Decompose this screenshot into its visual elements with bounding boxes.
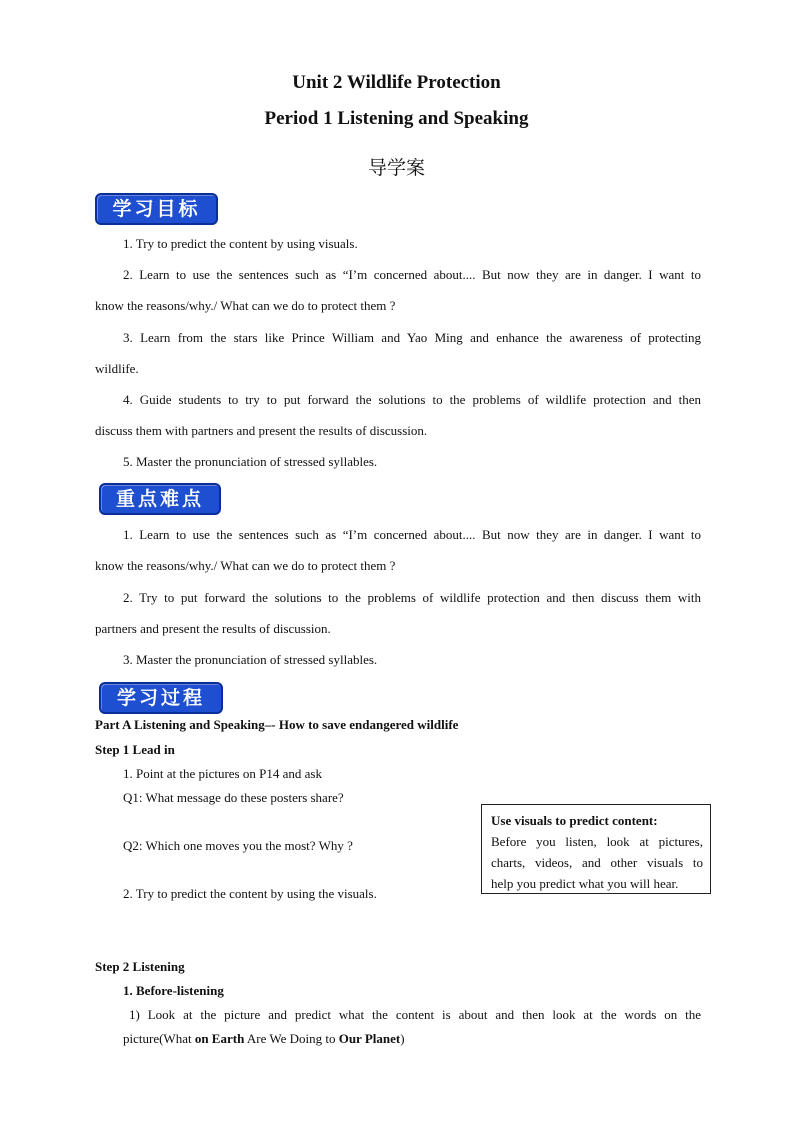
picture-text-bold-1: on Earth: [194, 1031, 245, 1046]
goal-4-line-2: discuss them with partners and present the results of discussion.: [95, 423, 428, 438]
learning-goals-badge: 学习目标: [95, 193, 218, 225]
goal-5: 5. Master the pronunciation of stressed syllables.: [123, 454, 378, 469]
step-2-heading: Step 2 Listening: [95, 959, 185, 974]
period-title: Period 1 Listening and Speaking: [264, 108, 529, 129]
goal-1: 1. Try to predict the content by using visuals.: [123, 236, 358, 251]
key-point-2-line-1: 2. Try to put forward the solutions to the problems of wildlife protection and then discuss them with: [123, 590, 701, 605]
goal-2-line-2: know the reasons/why./ What can we do to protect them ?: [95, 298, 396, 313]
before-listening-item-1-line-2: [123, 1031, 405, 1047]
goal-2-line-1: 2. Learn to use the sentences such as “I’m concerned about.... But now they are in danger. I want to: [123, 267, 701, 282]
step-1-heading: Step 1 Lead in: [95, 742, 175, 757]
tip-box: [481, 804, 711, 894]
picture-text-post: ): [400, 1031, 405, 1046]
question-2: Q2: Which one moves you the most? Why ?: [123, 838, 353, 853]
picture-text-mid: Are We Doing to: [244, 1031, 339, 1046]
picture-text-bold-2: Our Planet: [338, 1031, 401, 1046]
before-listening-heading: 1. Before-listening: [123, 983, 224, 998]
step-1-item-2: 2. Try to predict the content by using the visuals.: [123, 886, 377, 901]
unit-title: Unit 2 Wildlife Protection: [292, 72, 501, 93]
key-point-3: 3. Master the pronunciation of stressed syllables.: [123, 652, 378, 667]
picture-text-pre: picture(What: [123, 1031, 195, 1046]
key-points-badge: 重点难点: [99, 483, 221, 515]
doc-type-title: 导学案: [367, 157, 425, 179]
key-point-1-line-1: 1. Learn to use the sentences such as “I’m concerned about.... But now they are in danger. I want to: [123, 527, 701, 542]
tip-box-heading: Use visuals to predict content:: [491, 813, 658, 828]
tip-box-line-2: charts, videos, and other visuals to: [491, 855, 703, 870]
tip-box-line-1: Before you listen, look at pictures,: [491, 834, 703, 849]
tip-box-line-3: help you predict what you will hear.: [491, 876, 679, 891]
step-1-item-1: 1. Point at the pictures on P14 and ask: [123, 766, 322, 781]
before-listening-item-1-line-1: 1) Look at the picture and predict what the content is about and then look at the words on the: [129, 1007, 701, 1022]
part-a-heading: Part A Listening and Speaking–- How to save endangered wildlife: [95, 717, 459, 732]
key-point-2-line-2: partners and present the results of discussion.: [95, 621, 331, 636]
goal-3-line-1: 3. Learn from the stars like Prince William and Yao Ming and enhance the awareness of protecting: [123, 330, 701, 345]
learning-process-badge: 学习过程: [99, 682, 223, 714]
goal-4-line-1: 4. Guide students to try to put forward the solutions to the problems of wildlife protection and then: [123, 392, 701, 407]
goal-3-line-2: wildlife.: [95, 361, 139, 376]
key-point-1-line-2: know the reasons/why./ What can we do to protect them ?: [95, 558, 396, 573]
question-1: Q1: What message do these posters share?: [123, 790, 344, 805]
